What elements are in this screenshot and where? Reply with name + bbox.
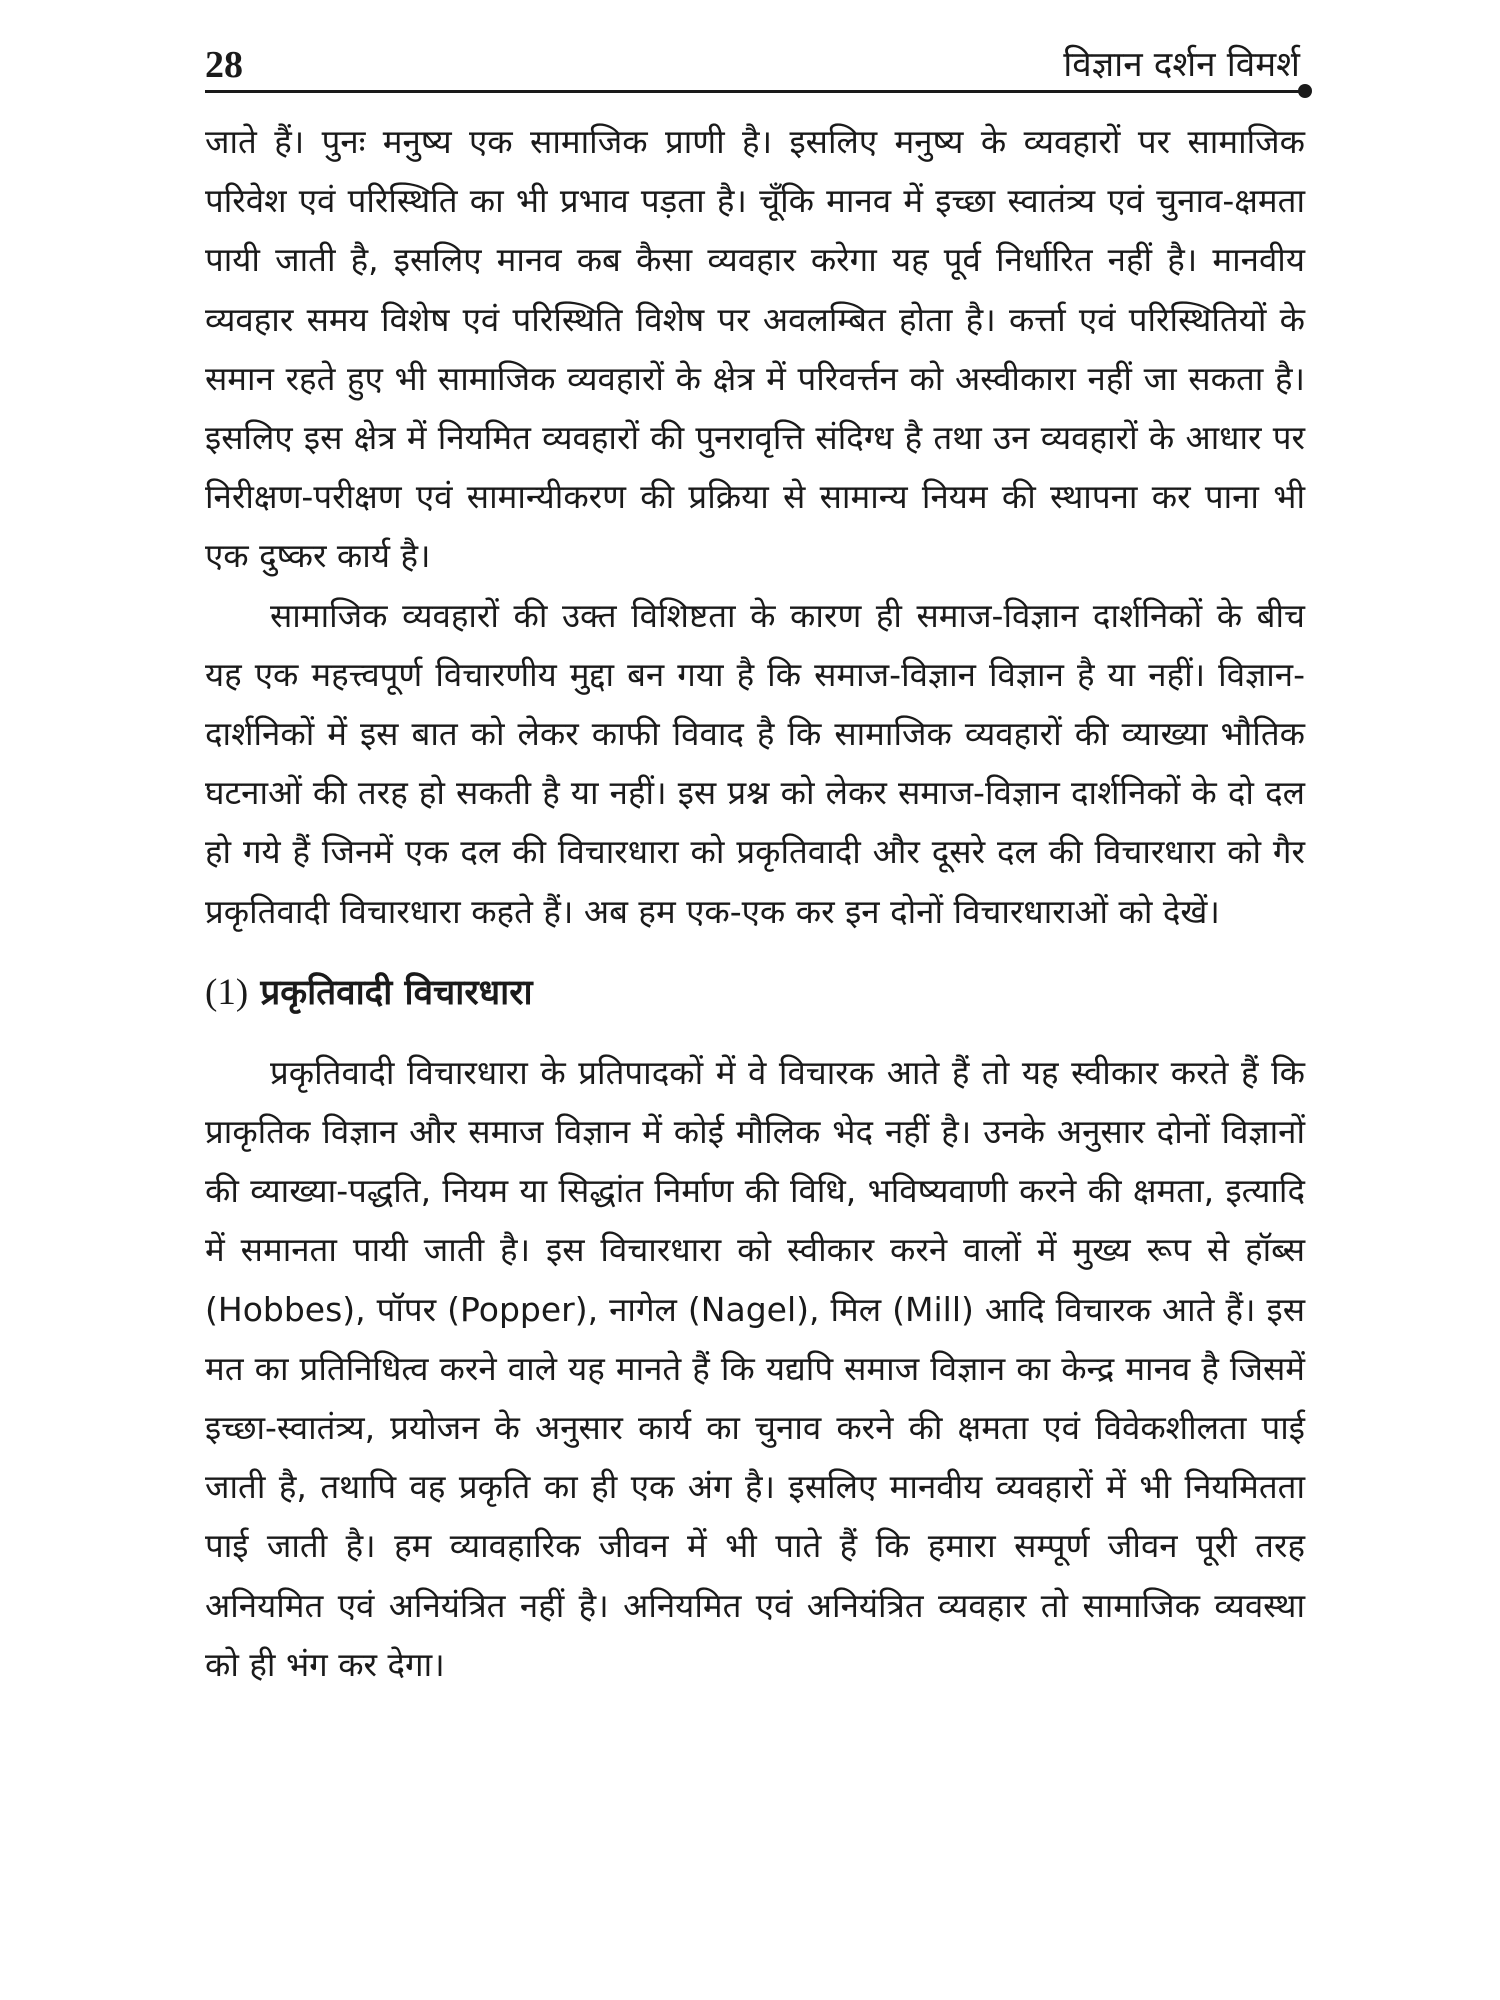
page-body — [205, 112, 1305, 1694]
section-heading — [205, 953, 1305, 1033]
header-rule — [205, 90, 1305, 93]
page-header — [205, 40, 1310, 90]
page-number: 28 — [205, 44, 243, 86]
section-number: (1) — [205, 971, 249, 1013]
section-title: प्रकृतिवादी विचारधारा — [260, 972, 533, 1013]
paragraph-3: प्रकृतिवादी विचारधारा के प्रतिपादकों में वे विचारक आते हैं तो यह स्वीकार करते हैं कि प्राकृतिक विज्ञान और समाज विज्ञान में कोई मौलिक भेद नहीं है। उनके अनुसार दोनों विज्ञानों की व्याख्या-पद्धति, नियम या सिद्धांत निर्माण की विधि, भविष्यवाणी करने की क्षमता, इत्यादि में समानता पायी जाती है। इस विचारधारा को स्वीकार करने वालों में मुख्य रूप से हॉब्स (Hobbes), पॉपर (Popper), नागेल (Nagel), मिल (Mill) आदि विचारक आते हैं। इस मत का प्रतिनिधित्व करने वाले यह मानते हैं कि यद्यपि समाज विज्ञान का केन्द्र मानव है जिसमें इच्छा-स्वातंत्र्य, प्रयोजन के अनुसार कार्य का चुनाव करने की क्षमता एवं विवेकशीलता पाई जाती है, तथापि वह प्रकृति का ही एक अंग है। इसलिए मानवीय व्यवहारों में भी नियमितता पाई जाती है। हम व्यावहारिक जीवन में भी पाते हैं कि हमारा सम्पूर्ण जीवन पूरी तरह अनियमित एवं अनियंत्रित नहीं है। अनियमित एवं अनियंत्रित व्यवहार तो सामाजिक व्यवस्था को ही भंग कर देगा। — [205, 1052, 1305, 1684]
paragraph-1: जाते हैं। पुनः मनुष्य एक सामाजिक प्राणी है। इसलिए मनुष्य के व्यवहारों पर सामाजिक परिवेश एवं परिस्थिति का भी प्रभाव पड़ता है। चूँकि मानव में इच्छा स्वातंत्र्य एवं चुनाव-क्षमता पायी जाती है, इसलिए मानव कब कैसा व्यवहार करेगा यह पूर्व निर्धारित नहीं है। मानवीय व्यवहार समय विशेष एवं परिस्थिति विशेष पर अवलम्बित होता है। कर्त्ता एवं परिस्थितियों के समान रहते हुए भी सामाजिक व्यवहारों के क्षेत्र में परिवर्त्तन को अस्वीकारा नहीं जा सकता है। इसलिए इस क्षेत्र में नियमित व्यवहारों की पुनरावृत्ति संदिग्ध है तथा उन व्यवहारों के आधार पर निरीक्षण-परीक्षण एवं सामान्यीकरण की प्रक्रिया से सामान्य नियम की स्थापना कर पाना भी एक दुष्कर कार्य है। — [205, 122, 1305, 576]
paragraph-2: सामाजिक व्यवहारों की उक्त विशिष्टता के कारण ही समाज-विज्ञान दार्शनिकों के बीच यह एक महत्त्वपूर्ण विचारणीय मुद्दा बन गया है कि समाज-विज्ञान विज्ञान है या नहीं। विज्ञान-दार्शनिकों में इस बात को लेकर काफी विवाद है कि सामाजिक व्यवहारों की व्याख्या भौतिक घटनाओं की तरह हो सकती है या नहीं। इस प्रश्न को लेकर समाज-विज्ञान दार्शनिकों के दो दल हो गये हैं जिनमें एक दल की विचारधारा को प्रकृतिवादी और दूसरे दल की विचारधारा को गैर प्रकृतिवादी विचारधारा कहते हैं। अब हम एक-एक कर इन दोनों विचारधाराओं को देखें। — [205, 595, 1305, 931]
running-title: विज्ञान दर्शन विमर्श — [1063, 45, 1300, 85]
header-rule-dot — [1298, 84, 1312, 98]
